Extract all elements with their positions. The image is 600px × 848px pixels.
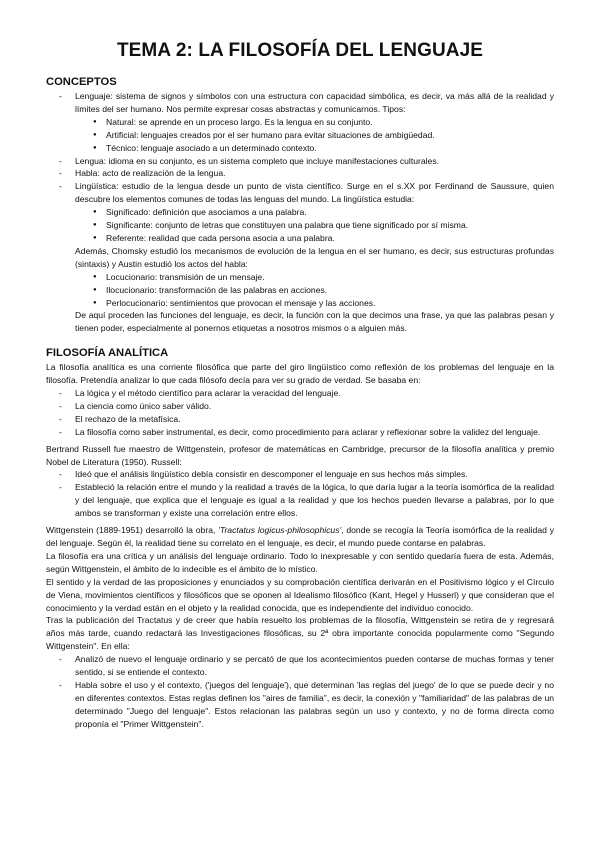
page-title: TEMA 2: LA FILOSOFÍA DEL LENGUAJE: [116, 40, 484, 61]
list-item: - Habla sobre el uso y el contexto, ('juegos del lenguaje'), que determinan 'las reglas del juego' de lo que se puede decir y no en diferentes contextos. Estas reglas definen los "aires de familia", es decir, la conexión y "familiaridad" de las palabras de un determinado "Juego del lenguaje". Estos relacionan las palabras según un uso y contexto, y no de forma directa como proponía el "Primer Wittgenstein".: [46, 679, 554, 731]
critica-paragraph: La filosofía era una crítica y un análisis del lenguaje ordinario. Todo lo inexpresable y con sentido quedaría fuera de esta. Además, según Wittgenstein, el ámbito de lo indecible es el ámbito de lo místico.: [46, 550, 554, 574]
linguistica-definition: Lingüística: estudio de la lengua desde un punto de vista científico. Surge en el s.XX por Ferdinand de Saussure, quien descubre los elementos comunes de todas las lenguas del mundo. La lingüística estudia:: [75, 181, 554, 205]
sentido-paragraph: El sentido y la verdad de las proposiciones y enunciados y su comprobación científica derivarán en el Positivismo lógico y el Círculo de Viena, movimientos científicos y filosóficos que se oponen al Idealismo filosófico (Kant, Hegel y Husserl) y que consideran que el conocimiento y la verdad están en el objeto y la realidad conocida, que es independiente del individuo conocido.: [46, 576, 554, 613]
section-heading-analitica: FILOSOFÍA ANALÍTICA: [46, 347, 169, 360]
list-item-linguistica: [46, 180, 554, 245]
list-item: - La filosofía como saber instrumental, es decir, como procedimiento para aclarar y reflexionar sobre la validez del lenguaje.: [46, 426, 554, 439]
list-item: ● Natural: se aprende en un proceso largo. Es la lengua en su conjunto.: [46, 116, 554, 129]
russell-list: [46, 468, 554, 520]
section-filosofia-analitica: [46, 347, 554, 730]
bases-list: [46, 387, 554, 439]
chomsky-paragraph: Además, Chomsky estudió los mecanismos de evolución de la lengua en el ser humano, es decir, sus estructuras profundas (sintaxis) y Austin estudió los actos del habla:: [75, 245, 554, 269]
list-item-habla: - Habla: acto de realización de la lengua.: [46, 167, 554, 180]
list-item: - Analizó de nuevo el lenguaje ordinario y se percató de que los acontecimientos pueden contarse de muchas formas y tener sentido, si se entiende el contexto.: [46, 653, 554, 679]
linguistica-list: [46, 206, 554, 245]
list-item-lenguaje: [46, 90, 554, 155]
list-item: ● Ilocucionario: transformación de las palabras en acciones.: [46, 284, 554, 297]
list-item: ● Locucionario: transmisión de un mensaje.: [46, 271, 554, 284]
list-item: - El rechazo de la metafísica.: [46, 413, 554, 426]
list-item: - La lógica y el método científico para aclarar la veracidad del lenguaje.: [46, 387, 554, 400]
tractatus-title: 'Tractatus logicus-philosophicus': [218, 525, 342, 536]
segundo-list: [46, 653, 554, 730]
lenguaje-types-list: [46, 116, 554, 155]
section-heading-conceptos: CONCEPTOS: [46, 76, 117, 88]
speech-acts-list: [46, 271, 554, 310]
tras-paragraph: Tras la publicación del Tractatus y de creer que había resuelto los problemas de la filosofía, Wittgenstein se retira de y regresará años más tarde, cuando redactará las Investigaciones filosóficas, su 2ª obra importante conocida popularmente como "Segundo Wittgenstein". En ella:: [46, 615, 554, 652]
witt-text-post: , donde se recogía la Teoría isomórfica de la realidad y del lenguaje. Según él, la realidad tiene su correlato en el lenguaje, es decir, el mundo puede contarse en palabras.: [46, 525, 554, 548]
list-item: ● Significante: conjunto de letras que constituyen una palabra que tiene significado por sí misma.: [46, 219, 554, 232]
functions-paragraph: De aquí proceden las funciones del lenguaje, es decir, la función con la que decimos una frase, ya que las palabras pesan y tienen poder, especialmente al ponernos etiquetas a nosotros mismos o a alguien más.: [75, 310, 554, 334]
list-item: ● Referente: realidad que cada persona asocia a una palabra.: [46, 232, 554, 245]
witt-text-pre: Wittgenstein (1889-1951) desarrolló la obra,: [46, 525, 219, 536]
list-item: ● Técnico: lenguaje asociado a un determinado contexto.: [46, 142, 554, 155]
russell-paragraph: Bertrand Russell fue maestro de Wittgenstein, profesor de matemáticas en Cambridge, precursor de la filosofía analítica y premio Nobel de Literatura (1950). Russell:: [46, 443, 554, 467]
list-item-lengua: - Lengua: idioma en su conjunto, es un sistema completo que incluye manifestaciones culturales.: [46, 155, 554, 168]
list-item: ● Significado: definición que asociamos a una palabra.: [46, 206, 554, 219]
list-item: - La ciencia como único saber válido.: [46, 400, 554, 413]
list-item: - Ideó que el análisis lingüístico debía consistir en descomponer el lenguaje en sus hechos más simples.: [46, 468, 554, 481]
analitica-intro: La filosofía analítica es una corriente filosófica que parte del giro lingüístico como reflexión de los problemas del lenguaje en la filosofía. Pretendía analizar lo que cada filósofo decía para ver su grado de verdad. Se basaba en:: [46, 362, 554, 386]
wittgenstein-paragraph: [46, 524, 554, 550]
list-item: - Estableció la relación entre el mundo y la realidad a través de la lógica, lo que daría lugar a la teoría isomórfica de la realidad y del lenguaje, que explica que el lenguaje es igual a la realidad y que los hechos pueden llevarse a palabras, por lo que ambos se transforman y existe una correlación entre ellos.: [46, 481, 554, 520]
concepts-list: [46, 90, 554, 245]
list-item: ● Artificial: lenguajes creados por el ser humano para evitar situaciones de ambigüedad.: [46, 129, 554, 142]
lenguaje-definition: Lenguaje: sistema de signos y símbolos con una estructura con capacidad simbólica, es decir, va más allá de la realidad y límites del ser humano. Nos permite expresar cosas abstractas y comunicarnos. Tipos:: [75, 91, 554, 114]
section-conceptos: [46, 76, 554, 335]
list-item: ● Perlocucionario: sentimientos que provocan el mensaje y las acciones.: [46, 297, 554, 310]
